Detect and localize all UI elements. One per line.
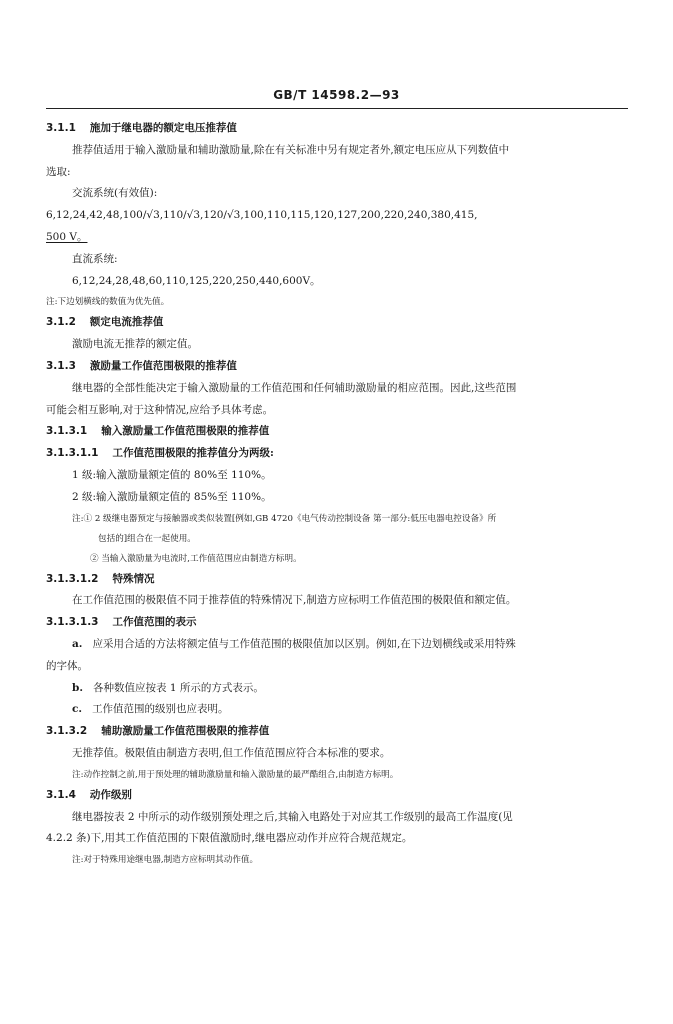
page-header: GB/T 14598.2—93 <box>273 88 400 102</box>
paragraph-line: 在工作值范围的极限值不同于推荐值的特殊情况下,制造方应标明工作值范围的极限值和额定值。 <box>72 594 517 607</box>
section-3-1-1-heading: 3.1.1 施加于继电器的额定电压推荐值 <box>46 122 237 134</box>
note-line: 注:动作控制之前,用于预处理的辅助激励量和输入激励量的最严酷组合,由制造方标明。 <box>72 769 399 780</box>
ac-values-line-end: 500 V。 <box>46 230 88 243</box>
dc-values-line: 6,12,24,28,48,60,110,125,220,250,440,600V。 <box>72 274 321 287</box>
paragraph-line: 继电器按表 2 中所示的动作级别预处理之后,其输入电路处于对应其工作级别的最高工作温度(见 <box>72 810 513 823</box>
list-item-a-cont: 的字体。 <box>46 659 88 672</box>
note-1-line-cont: 包括的]组合在一起使用。 <box>98 533 196 544</box>
paragraph-line: 激励电流无推荐的额定值。 <box>72 338 198 351</box>
paragraph-line: 推荐值适用于输入激励量和辅助激励量,除在有关标准中另有规定者外,额定电压应从下列数值中 <box>72 143 510 156</box>
paragraph-line: 4.2.2 条)下,用其工作值范围的下限值激励时,继电器应动作并应符合规范规定。 <box>46 832 413 845</box>
dc-system-label: 直流系统: <box>72 252 118 265</box>
paragraph-line: 可能会相互影响,对于这种情况,应给予具体考虑。 <box>46 403 274 416</box>
section-3-1-3-1-3-heading: 3.1.3.1.3 工作值范围的表示 <box>46 616 197 629</box>
paragraph-line: 无推荐值。极限值由制造方表明,但工作值范围应符合本标准的要求。 <box>72 746 391 759</box>
paragraph-line: 继电器的全部性能决定于输入激励量的工作值范围和任何辅助激励量的相应范围。因此,这些范围 <box>72 381 517 394</box>
section-3-1-2-heading: 3.1.2 额定电流推荐值 <box>46 316 164 329</box>
section-3-1-3-1-2-heading: 3.1.3.1.2 特殊情况 <box>46 572 155 585</box>
section-3-1-3-2-heading: 3.1.3.2 辅助激励量工作值范围极限的推荐值 <box>46 725 270 738</box>
section-3-1-4-heading: 3.1.4 动作级别 <box>46 788 132 801</box>
header-rule <box>46 108 628 109</box>
document-body <box>46 118 636 870</box>
section-3-1-3-1-1-heading: 3.1.3.1.1 工作值范围极限的推荐值分为两级: <box>46 447 274 460</box>
note-line: 注:对于特殊用途继电器,制造方应标明其动作值。 <box>72 855 259 866</box>
paragraph-line: 选取: <box>46 165 71 178</box>
section-3-1-3-heading: 3.1.3 激励量工作值范围极限的推荐值 <box>46 359 237 372</box>
class-1-line: 1 级:输入激励量额定值的 80%至 110%。 <box>72 468 272 481</box>
list-item-c: c. 工作值范围的级别也应表明。 <box>72 703 229 716</box>
ac-values-line: 6,12,24,42,48,100/√3,110/√3,120/√3,100,110,115,120,127,200,220,240,380,415, <box>46 209 478 222</box>
list-item-b: b. 各种数值应按表 1 所示的方式表示。 <box>72 681 264 694</box>
section-3-1-3-1-heading: 3.1.3.1 输入激励量工作值范围极限的推荐值 <box>46 425 270 438</box>
class-2-line: 2 级:输入激励量额定值的 85%至 110%。 <box>72 490 272 503</box>
note-preferred-values: 注:下边划横线的数值为优先值。 <box>46 297 170 308</box>
note-2-line: ② 当输入激励量为电流时,工作值范围应由制造方标明。 <box>90 553 302 564</box>
list-item-a: a. 应采用合适的方法将额定值与工作值范围的极限值加以区别。例如,在下边划横线或采用特殊 <box>72 637 516 650</box>
ac-system-label: 交流系统(有效值): <box>72 187 158 200</box>
note-1-line: 注:① 2 级继电器预定与接触器或类似装置[例如,GB 4720《电气传动控制设备 第一部分:低压电器电控设备》所 <box>72 513 497 524</box>
